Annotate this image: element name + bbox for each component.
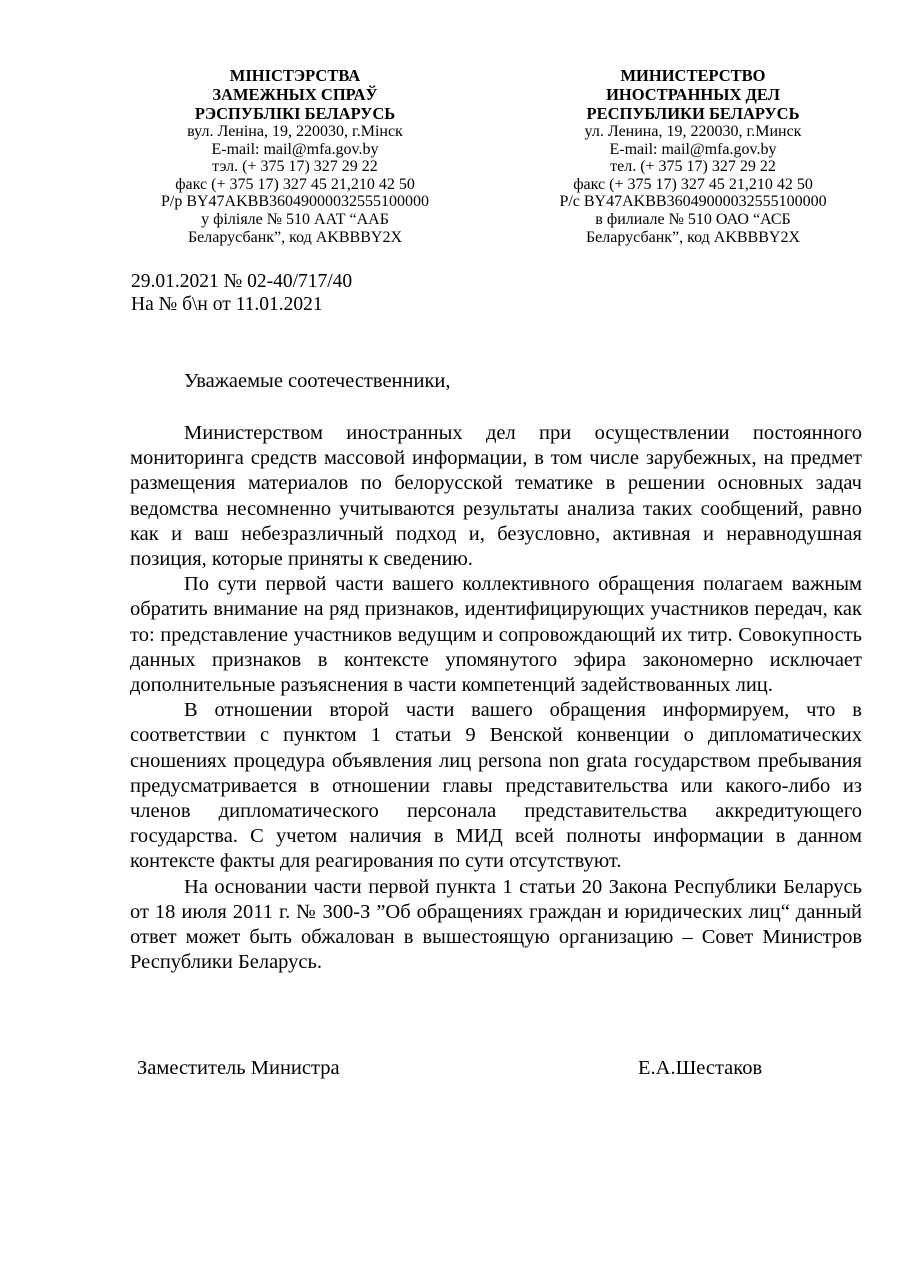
letterhead-address: ул. Ленина, 19, 220030, г.Минск <box>584 123 802 140</box>
letterhead-title-line: МІНІСТЭРСТВА <box>229 66 361 85</box>
letterhead-bank: в филиале № 510 ОАО “АСБ <box>595 210 791 228</box>
reference-numbers <box>131 270 352 316</box>
greeting: Уважаемые соотечественники, <box>184 370 451 392</box>
letterhead-account: Р/р BY47AKBB36049000032555100000 <box>160 193 430 211</box>
letterhead-email: E-mail: mail@mfa.gov.by <box>609 140 777 158</box>
letterhead-phone: тэл. (+ 375 17) 327 29 22 <box>212 158 378 176</box>
letterhead-title-line: ЗАМЕЖНЫХ СПРАЎ <box>212 85 378 104</box>
letterhead-title-line: РЕСПУБЛИКИ БЕЛАРУСЬ <box>586 104 800 123</box>
letterhead-fax: факс (+ 375 17) 327 45 21,210 42 50 <box>573 175 813 193</box>
letterhead-bank: у філіяле № 510 ААТ “ААБ <box>201 210 389 228</box>
outgoing-reference: 29.01.2021 № 02-40/717/40 <box>131 271 353 292</box>
body-paragraph: На основании части первой пункта 1 статьи 20 Закона Республики Беларусь от 18 июля 2011 г. № 300-З ”Об обращениях граждан и юридических лиц“ данный ответ может быть обжалован в вышестоящую организацию – Совет Министров Республики Беларусь. <box>130 875 862 974</box>
letterhead-fax: факс (+ 375 17) 327 45 21,210 42 50 <box>175 175 415 193</box>
body-paragraph: В отношении второй части вашего обращения информируем, что в соответствии с пунктом 1 статьи 9 Венской конвенции о дипломатических сношениях процедура объявления лиц persona non grata государством пребывания предусматривается в отношении главы представительства или какого-либо из членов дипломатического персонала представительства аккредитующего государства. С учетом наличия в МИД всей полноты информации в данном контексте факты для реагирования по сути отсутствуют. <box>130 699 862 873</box>
letterhead-title-line: ИНОСТРАННЫХ ДЕЛ <box>606 85 780 104</box>
signatory-position: Заместитель Министра <box>137 1057 340 1079</box>
letter-body <box>130 421 862 975</box>
letterhead-belarusian <box>125 66 465 246</box>
letterhead-bank: Беларусбанк”, код AKBBBY2X <box>585 228 800 246</box>
letterhead-bank: Беларусбанк”, код AKBBBY2X <box>187 228 402 246</box>
letterhead-email: E-mail: mail@mfa.gov.by <box>211 140 379 158</box>
letterhead-russian <box>523 66 863 246</box>
letterhead-phone: тел. (+ 375 17) 327 29 22 <box>610 158 776 176</box>
incoming-reference: На № б\н от 11.01.2021 <box>131 294 323 315</box>
body-paragraph: По сути первой части вашего коллективного обращения полагаем важным обратить внимание на ряд признаков, идентифицирующих участников передач, как то: представление участников ведущим и сопровождающий их титр. Совокупность данных признаков в контексте упомянутого эфира закономерно исключает дополнительные разъяснения в части компетенций задействованных лиц. <box>130 573 862 697</box>
letterhead-title-line: РЭСПУБЛІКІ БЕЛАРУСЬ <box>194 104 396 123</box>
letterhead-account: Р/с BY47AKBB36049000032555100000 <box>559 193 827 211</box>
letterhead-title-line: МИНИСТЕРСТВО <box>620 66 766 85</box>
signatory-name: Е.А.Шестаков <box>638 1057 763 1079</box>
letterhead-address: вул. Леніна, 19, 220030, г.Мінск <box>187 123 403 140</box>
body-paragraph: Министерством иностранных дел при осуществлении постоянного мониторинга средств массовой информации, в том числе зарубежных, на предмет размещения материалов по белорусской тематике в решении основных задач ведомства несомненно учитываются результаты анализа таких сообщений, равно как и ваш небезразличный подход и, безусловно, активная и неравнодушная позиция, которые приняты к сведению. <box>130 422 862 571</box>
